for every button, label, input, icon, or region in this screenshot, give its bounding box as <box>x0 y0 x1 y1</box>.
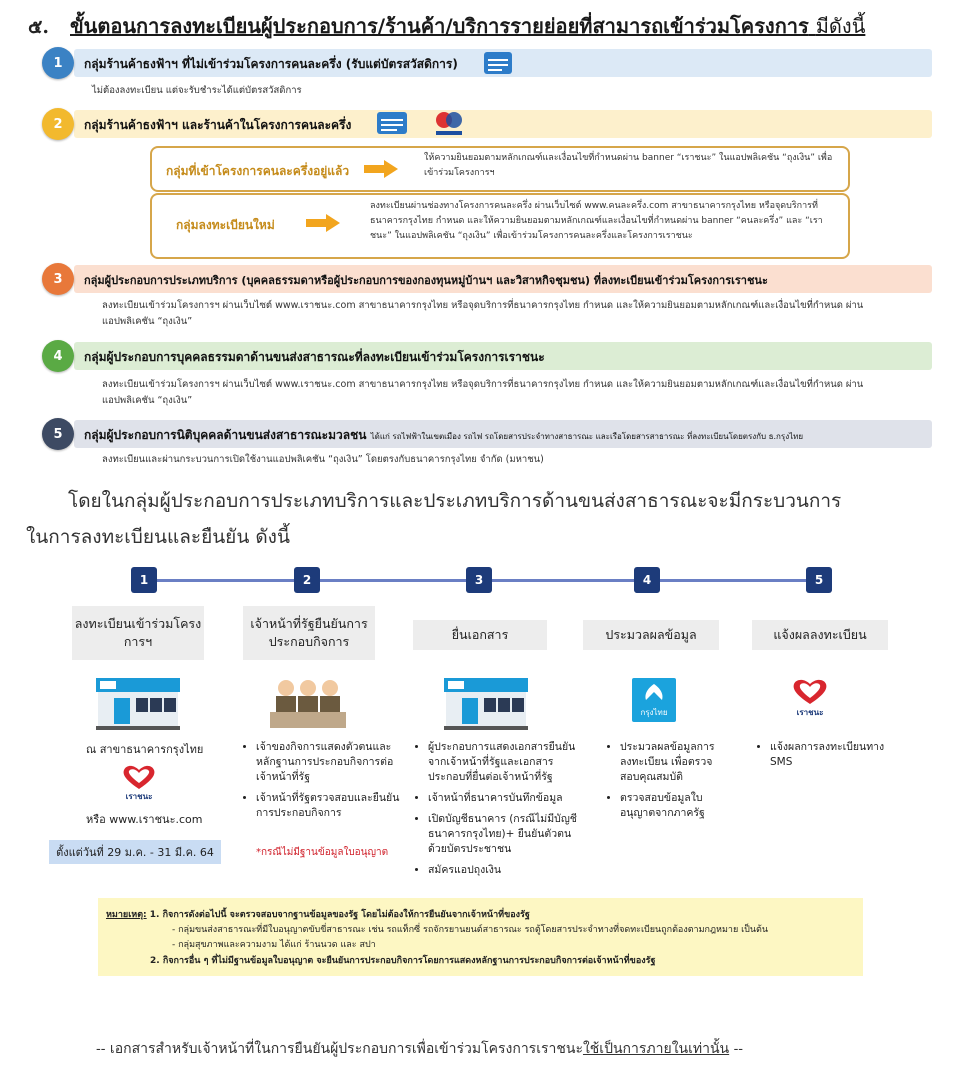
remarks-line-4: 2. กิจการอื่น ๆ ที่ไม่มีฐานข้อมูลใบอนุญาต จะยืนยันการประกอบกิจการโดยการแสดงหลักฐานการประกอบกิจการต่อเจ้าหน้าที่ของรัฐ <box>150 956 656 966</box>
subgroup-existing-text: ให้ความยินยอมตามหลักเกณฑ์และเงื่อนไขที่กำหนดผ่าน banner “เราชนะ” ในแอปพลิเคชัน “ถุงเงิน” เพื่อเข้าร่วมโครงการฯ <box>424 153 833 178</box>
remarks-label: หมายเหตุ: <box>106 910 147 920</box>
thongfah-logo-icon <box>482 50 514 76</box>
remarks-line-2: - กลุ่มขนส่งสาธารณะที่มีใบอนุญาตขับขี่สาธารณะ เช่น รถแท็กซี่ รถจักรยานยนต์สาธารณะ รถตู้โดยสารประจำทางที่จดทะเบียนถูกต้องตามกฎหมาย เป็นต้น <box>172 925 769 935</box>
col5-bullet-1: • แจ้งผลการลงทะเบียนทาง SMS <box>770 740 886 770</box>
remarks-line-3: - กลุ่มสุขภาพและความงาม ได้แก่ ร้านนวด และ สปา <box>172 940 376 950</box>
subgroup-new-label: กลุ่มลงทะเบียนใหม่ <box>176 218 275 232</box>
registration-period-box: ตั้งแต่วันที่ 29 ม.ค. - 31 มี.ค. 64 <box>49 840 221 864</box>
bird-emblem-icon <box>632 678 676 708</box>
col3-bullet-3: • เปิดบัญชีธนาคาร (กรณีไม่มีบัญชีธนาคารกรุงไทย)+ ยืนยันตัวตนด้วยบัตรประชาชน <box>428 812 584 857</box>
remarks-item-1: 1. กิจการดังต่อไปนี้ จะตรวจสอบจากฐานข้อมูลของรัฐ โดยไม่ต้องให้การยืนยันจากเจ้าหน้าที่ของรัฐ <box>149 910 530 920</box>
bank-branch-icon <box>444 678 528 730</box>
section-1-desc: ไม่ต้องลงทะเบียน แต่จะรับชำระได้แต่บัตรสวัสดิการ <box>92 85 302 96</box>
section-5-desc: ลงทะเบียนและผ่านกระบวนการเปิดใช้งานแอปพลิเคชัน “ถุงเงิน” โดยตรงกับธนาคารกรุงไทย จำกัด (มหาชน) <box>102 454 544 465</box>
col3-bullet-1: • ผู้ประกอบการแสดงเอกสารยืนยันจากเจ้าหน้าที่รัฐและเอกสารประกอบที่ยื่นต่อเจ้าหน้าที่รัฐ <box>428 740 584 785</box>
footer-internal-use: ใช้เป็นการภายในเท่านั้น <box>582 1041 730 1057</box>
section-5-title-extra: ได้แก่ รถไฟฟ้าในเขตเมือง รถไฟ รถโดยสารประจำทางสาธารณะ และเรือโดยสารสาธารณะ ที่ลงทะเบียนโดยตรงกับ ธ.กรุงไทย <box>370 432 804 441</box>
krungthai-logo-icon <box>632 678 676 722</box>
step-3-number: 3 <box>466 567 492 593</box>
step-4-label: ประมวลผลข้อมูล <box>583 620 719 650</box>
section-5-title <box>84 426 803 445</box>
col1-website-text: หรือ www.เราชนะ.com <box>86 813 203 826</box>
step-1-label: ลงทะเบียนเข้าร่วมโครงการฯ <box>72 606 204 660</box>
process-intro-line-2: ในการลงทะเบียนและยืนยัน ดังนี้ <box>26 526 290 548</box>
step-5-number: 5 <box>806 567 832 593</box>
section-4-number: 4 <box>42 340 74 372</box>
step-5-label: แจ้งผลลงทะเบียน <box>752 620 888 650</box>
col3-bullet-4: • สมัครแอปถุงเงิน <box>428 863 584 878</box>
section-1-title: กลุ่มร้านค้าธงฟ้าฯ ที่ไม่เข้าร่วมโครงการคนละครึ่ง (รับแต่บัตรสวัสดิการ) <box>84 57 458 71</box>
footer-end: -- <box>729 1041 744 1057</box>
col2-bullet-2: • เจ้าหน้าที่รัฐตรวจสอบและยืนยันการประกอบกิจการ <box>256 791 402 821</box>
section-4-desc: ลงทะเบียนเข้าร่วมโครงการฯ ผ่านเว็บไซต์ www.เราชนะ.com สาขาธนาคารกรุงไทย หรือจุดบริการที่ธนาคารกรุงไทย กำหนด และให้ความยินยอมตามหลักเกณฑ์และเงื่อนไขที่กำหนด ผ่านแอปพลิเคชัน “ถุงเงิน” <box>102 379 864 406</box>
subgroup-new-text: ลงทะเบียนผ่านช่องทางโครงการคนละครึ่ง ผ่านเว็บไซต์ www.คนละครึ่ง.com สาขาธนาคารกรุงไทย หรือจุดบริการที่ธนาคารกรุงไทย กำหนด และให้ความยินยอมตามหลักเกณฑ์และเงื่อนไขที่กำหนดผ่าน banner “คนละครึ่ง” และ “เราชนะ” ในแอปพลิเคชัน “ถุงเงิน” เพื่อเข้าร่วมโครงการคนละครึ่งและโครงการเราชนะ <box>370 201 823 241</box>
rao-chana-logo-text: เราชนะ <box>796 708 824 717</box>
arrow-right-icon <box>306 214 340 232</box>
section-4-title: กลุ่มผู้ประกอบการบุคคลธรรมดาด้านขนส่งสาธารณะที่ลงทะเบียนเข้าร่วมโครงการเราชนะ <box>84 350 545 364</box>
col4-bullets <box>606 740 726 827</box>
arrow-right-icon <box>364 160 398 178</box>
title-suffix: มีดังนี้ <box>815 14 866 38</box>
section-3-title: กลุ่มผู้ประกอบการประเภทบริการ (บุคคลธรรมดาหรือผู้ประกอบการของกองทุนหมู่บ้านฯ และวิสาหกิจชุมชน) ที่ลงทะเบียนเข้าร่วมโครงการเราชนะ <box>84 274 768 287</box>
col2-bullets <box>242 740 402 827</box>
section-1-number: 1 <box>42 47 74 79</box>
process-intro-line-1: โดยในกลุ่มผู้ประกอบการประเภทบริการและประเภทบริการด้านขนส่งสาธารณะจะมีกระบวนการ <box>68 490 842 512</box>
krungthai-logo-text: กรุงไทย <box>640 708 668 717</box>
step-2-label: เจ้าหน้าที่รัฐยืนยันการประกอบกิจการ <box>243 606 375 660</box>
subgroup-existing-label: กลุ่มที่เข้าโครงการคนละครึ่งอยู่แล้ว <box>166 164 350 178</box>
page-title <box>70 10 865 42</box>
section-3-number: 3 <box>42 263 74 295</box>
col3-bullets <box>414 740 584 884</box>
remarks-line-1 <box>106 907 530 921</box>
footer-note <box>96 1038 743 1060</box>
col2-bullet-1: • เจ้าของกิจการแสดงตัวตนและหลักฐานการประกอบกิจการต่อเจ้าหน้าที่รัฐ <box>256 740 402 785</box>
col2-note: *กรณีไม่มีฐานข้อมูลใบอนุญาต <box>256 847 389 858</box>
col3-bullet-2: • เจ้าหน้าที่ธนาคารบันทึกข้อมูล <box>428 791 584 806</box>
rao-chana-logo-icon <box>120 764 158 802</box>
khon-la-khrueng-logo-icon <box>432 108 466 138</box>
rao-chana-logo-text: เราชนะ <box>125 792 153 801</box>
footer-text: -- เอกสารสำหรับเจ้าหน้าที่ในการยืนยันผู้ประกอบการเพื่อเข้าร่วมโครงการเราชนะ <box>96 1041 583 1057</box>
bank-branch-icon <box>96 678 180 730</box>
col5-bullets <box>756 740 886 776</box>
step-2-number: 2 <box>294 567 320 593</box>
step-1-number: 1 <box>131 567 157 593</box>
section-5-number: 5 <box>42 418 74 450</box>
col4-bullet-2: • ตรวจสอบข้อมูลใบอนุญาตจากภาครัฐ <box>620 791 726 821</box>
step-4-number: 4 <box>634 567 660 593</box>
section-2-number: 2 <box>42 108 74 140</box>
officials-icon <box>270 676 346 730</box>
section-2-title: กลุ่มร้านค้าธงฟ้าฯ และร้านค้าในโครงการคนละครึ่ง <box>84 118 352 132</box>
rao-chana-logo-icon <box>790 678 830 718</box>
col4-bullet-1: • ประมวลผลข้อมูลการลงทะเบียน เพื่อตรวจสอบคุณสมบัติ <box>620 740 726 785</box>
section-5-title-main: กลุ่มผู้ประกอบการนิติบุคคลด้านขนส่งสาธารณะมวลชน <box>84 428 367 442</box>
section-3-desc: ลงทะเบียนเข้าร่วมโครงการฯ ผ่านเว็บไซต์ www.เราชนะ.com สาขาธนาคารกรุงไทย หรือจุดบริการที่ธนาคารกรุงไทย กำหนด และให้ความยินยอมตามหลักเกณฑ์และเงื่อนไขที่กำหนด ผ่านแอปพลิเคชัน “ถุงเงิน” <box>102 300 864 327</box>
col1-branch-text: ณ สาขาธนาคารกรุงไทย <box>86 743 204 756</box>
section-number: ๕. <box>28 16 49 38</box>
thongfah-logo-icon <box>375 110 409 136</box>
step-3-label: ยื่นเอกสาร <box>413 620 547 650</box>
title-text: ขั้นตอนการลงทะเบียนผู้ประกอบการ/ร้านค้า/บริการรายย่อยที่สามารถเข้าร่วมโครงการ <box>70 14 809 38</box>
